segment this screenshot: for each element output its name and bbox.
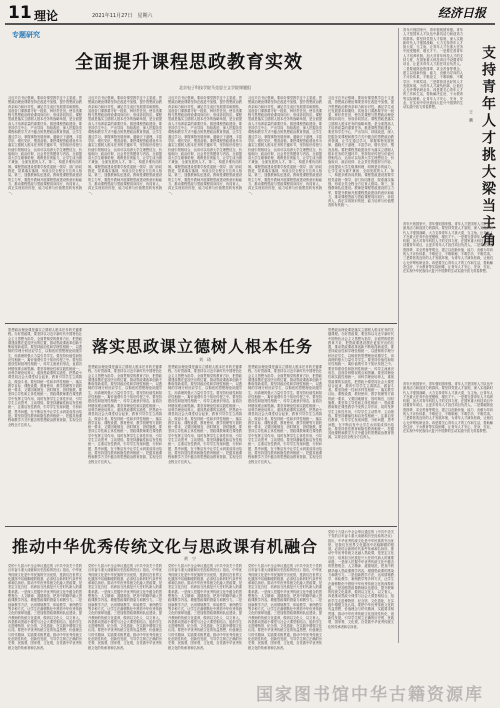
article1-author: 北京电子科技学院马克思主义学院课题组 [179,85,251,90]
article3-col-3: 党的十九届六中全会审议通过的《中共中央关于党的百年奋斗重大成就和历史经验的决议》指出，中华优秀传统文化是中华民族的突出优势，是我们在世界文化激荡中站稳脚跟的根基，必须结合新的时代条件传承和弘扬好。推动中华优秀传统文化融入思政课，是坚定文化自信、培养担当民族复兴大任时代新人的重要举措。一是深入挖掘中华优秀传统文化中蕴含的思想观念、人文精神、道德规范，把其中的精华融入思政课教学内容，增强思政课的感染力和吸引力。二是创新教学方法，运用情境教学、体验教学、案例教学等多种方式，让学生在潜移默化中感悟中华优秀传统文化的深厚底蕴。三是加强思政课教师队伍建设，提升教师的传统文化素养，做到以文化人、以文育人。四是推动思政小课堂与社会大课堂相结合，组织学生走进博物馆、纪念馆、文化遗址，在实践中增强文化认同。要把中华优秀传统文化的有益思想、价值理念与时代精神、实践要求相贯通，推动中华优秀传统文化创造性转化、创新性发展，引导学生树立正确的历史观、民族观、国家观、文化观，自觉做中华优秀传统文化的传承者和弘扬者。 [168,564,242,650]
article2-title: 落实思政课立德树人根本任务 [92,337,314,356]
section-divider [5,323,397,324]
article3-title: 推动中华优秀传统文化与思政课有机融合 [12,537,319,556]
article1-col-4: 习近平总书记强调，要用好课堂教学这个主渠道，思想政治理论课要坚持在改进中加强，提升思想政治教育亲和力和针对性，满足学生成长发展需求和期待，其他各门课都要守好一段渠、种好责任田，使各类课程与思想政治理论课同向同行，形成协同效应。课程思政是落实立德树人根本任务的战略举措，是全面提高人才培养质量的重要任务。推进课程思政建设，要坚持学生中心、产出导向、持续改进，深入挖掘各类课程和教学方式中蕴含的思想政治教育资源，让学生通过学习，掌握事物发展规律，通晓天下道理，丰富学识，增长见识，塑造品格。要把课程思政建设作为落实立德树人根本任务的关键环节，坚持知识传授与价值引领相结合，运用可以培养大学生理想信念、价值取向、政治信仰、社会责任的题材与内容，全面提高大学生缘事析理、明辨是非的能力，让学生成为德才兼备、全面发展的人才。第二，构建多维协同机制。课程思政建设需要学校党委统一领导、部门协同推进、院系落实落细，形成全员全程全方位育人格局。第三，加强教师队伍建设。教师是课程思政建设的主力军，要提升教师开展课程思政建设的意识和能力，推动课程思政与思政课程同向同行、协同育人，真正实现知识传授、能力培养与价值塑造的有机统一。 [248,96,322,195]
article1-col-3: 习近平总书记强调，要用好课堂教学这个主渠道，思想政治理论课要坚持在改进中加强，提升思想政治教育亲和力和针对性，满足学生成长发展需求和期待，其他各门课都要守好一段渠、种好责任田，使各类课程与思想政治理论课同向同行，形成协同效应。课程思政是落实立德树人根本任务的战略举措，是全面提高人才培养质量的重要任务。推进课程思政建设，要坚持学生中心、产出导向、持续改进，深入挖掘各类课程和教学方式中蕴含的思想政治教育资源，让学生通过学习，掌握事物发展规律，通晓天下道理，丰富学识，增长见识，塑造品格。要把课程思政建设作为落实立德树人根本任务的关键环节，坚持知识传授与价值引领相结合，运用可以培养大学生理想信念、价值取向、政治信仰、社会责任的题材与内容，全面提高大学生缘事析理、明辨是非的能力，让学生成为德才兼备、全面发展的人才。第二，构建多维协同机制。课程思政建设需要学校党委统一领导、部门协同推进、院系落实落细，形成全员全程全方位育人格局。第三，加强教师队伍建设。教师是课程思政建设的主力军，要提升教师开展课程思政建设的意识和能力，推动课程思政与思政课程同向同行、协同育人，真正实现知识传授、能力培养与价值塑造的有机统一。 [168,96,242,195]
header-rule [5,23,495,25]
article3-col-5: 党的十九届六中全会审议通过的《中共中央关于党的百年奋斗重大成就和历史经验的决议》指出，中华优秀传统文化是中华民族的突出优势，是我们在世界文化激荡中站稳脚跟的根基，必须结合新的时代条件传承和弘扬好。推动中华优秀传统文化融入思政课，是坚定文化自信、培养担当民族复兴大任时代新人的重要举措。一是深入挖掘中华优秀传统文化中蕴含的思想观念、人文精神、道德规范，把其中的精华融入思政课教学内容，增强思政课的感染力和吸引力。二是创新教学方法，运用情境教学、体验教学、案例教学等多种方式，让学生在潜移默化中感悟中华优秀传统文化的深厚底蕴。三是加强思政课教师队伍建设，提升教师的传统文化素养，做到以文化人、以文育人。四是推动思政小课堂与社会大课堂相结合，组织学生走进博物馆、纪念馆、文化遗址，在实践中增强文化认同。要把中华优秀传统文化的有益思想、价值理念与时代精神、实践要求相贯通，推动中华优秀传统文化创造性转化、创新性发展，引导学生树立正确的历史观、民族观、国家观、文化观，自觉做中华优秀传统文化的传承者和弘扬者。 [328,530,394,629]
article1-title: 全面提升课程思政教育实效 [75,52,303,73]
article1-col-1: 习近平总书记强调，要用好课堂教学这个主渠道，思想政治理论课要坚持在改进中加强，提升思想政治教育亲和力和针对性，满足学生成长发展需求和期待，其他各门课都要守好一段渠、种好责任田，使各类课程与思想政治理论课同向同行，形成协同效应。课程思政是落实立德树人根本任务的战略举措，是全面提高人才培养质量的重要任务。推进课程思政建设，要坚持学生中心、产出导向、持续改进，深入挖掘各类课程和教学方式中蕴含的思想政治教育资源，让学生通过学习，掌握事物发展规律，通晓天下道理，丰富学识，增长见识，塑造品格。要把课程思政建设作为落实立德树人根本任务的关键环节，坚持知识传授与价值引领相结合，运用可以培养大学生理想信念、价值取向、政治信仰、社会责任的题材与内容，全面提高大学生缘事析理、明辨是非的能力，让学生成为德才兼备、全面发展的人才。第二，构建多维协同机制。课程思政建设需要学校党委统一领导、部门协同推进、院系落实落细，形成全员全程全方位育人格局。第三，加强教师队伍建设。教师是课程思政建设的主力军，要提升教师开展课程思政建设的意识和能力，推动课程思政与思政课程同向同行、协同育人，真正实现知识传授、能力培养与价值塑造的有机统一。 [8,96,82,195]
article2-col-2: 思想政治理论课是落实立德树人根本任务的关键课程。办好思政课，要坚持以习近平新时代中国特色社会主义思想为指导，全面贯彻党的教育方针，把思政课建设摆在更加突出的位置，推动思政课改革创新不断取得新成效。要坚持政治性和学理性相统一，以透彻的学理分析回应学生，以彻底的思想理论说服学生，用真理的强大力量引导学生。要坚持价值性和知识性相统一，寓价值观引导于知识传授之中。要坚持建设性和批判性相统一，传导主流意识形态，直面各种错误观点和思潮。要坚持理论性和实践性相统一，用科学理论培养人，重视思政课的实践性，把思政小课堂同社会大课堂结合起来，教育引导学生立鸿鹄志，做奋斗者。要坚持统一性和多样性相统一，落实教学目标、课程设置、教材使用、教学管理等方面的统一要求，又要因地制宜、因时制宜、因材施教。要坚持主导性和主体性相统一，思政课教师要在课堂教学中发挥主导作用，同时发挥学生主体性作用，引导学生主动思考、主动领悟。要坚持灌输性和启发性相统一，注重启发性教育，引导学生发现问题、分析问题、思考问题，在不断启发中让学生水到渠成得出结论。要坚持显性教育和隐性教育相统一，挖掘其他课程和教学方式中蕴含的思想政治教育资源，实现全员全程全方位育人。 [88,365,162,464]
page-number: 11 [8,3,32,23]
sidebar-col-3: 青年兴则国家兴，青年强则国家强。青年人才是国家人才队伍中最具活力和创造力的群体。要坚持党管人才原则，深入实施新时代人才强国战略，大力支持青年人才挑大梁、当主角，让青年人才在重大任务中经受锻炼、增长才干。一是要完善青年人才培养机制，加大对青年科技人才的支持力度，在国家重大科技项目中设置青年项目，让更多青年人才担任项目负责人。二是要破除论资排辈、求全责备等观念，建立以创新价值、能力、贡献为导向的人才评价体系，不唯论文、不唯职称、不唯学历、不唯奖项。三是要营造良好的人才发展环境，为青年人才减负松绑，让他们心无旁骛钻研业务。四是要关心青年人才的工作和生活，帮助解决住房、子女教育等实际困难，让青年人才安心、安身、安业，在实现中华民族伟大复兴中国梦的生动实践中放飞青春梦想。 [403,382,493,434]
column-divider [398,28,399,643]
article3-col-1: 党的十九届六中全会审议通过的《中共中央关于党的百年奋斗重大成就和历史经验的决议》指出，中华优秀传统文化是中华民族的突出优势，是我们在世界文化激荡中站稳脚跟的根基，必须结合新的时代条件传承和弘扬好。推动中华优秀传统文化融入思政课，是坚定文化自信、培养担当民族复兴大任时代新人的重要举措。一是深入挖掘中华优秀传统文化中蕴含的思想观念、人文精神、道德规范，把其中的精华融入思政课教学内容，增强思政课的感染力和吸引力。二是创新教学方法，运用情境教学、体验教学、案例教学等多种方式，让学生在潜移默化中感悟中华优秀传统文化的深厚底蕴。三是加强思政课教师队伍建设，提升教师的传统文化素养，做到以文化人、以文育人。四是推动思政小课堂与社会大课堂相结合，组织学生走进博物馆、纪念馆、文化遗址，在实践中增强文化认同。要把中华优秀传统文化的有益思想、价值理念与时代精神、实践要求相贯通，推动中华优秀传统文化创造性转化、创新性发展，引导学生树立正确的历史观、民族观、国家观、文化观，自觉做中华优秀传统文化的传承者和弘扬者。 [8,564,82,650]
section-name: 理论 [34,9,59,23]
article3-col-2: 党的十九届六中全会审议通过的《中共中央关于党的百年奋斗重大成就和历史经验的决议》指出，中华优秀传统文化是中华民族的突出优势，是我们在世界文化激荡中站稳脚跟的根基，必须结合新的时代条件传承和弘扬好。推动中华优秀传统文化融入思政课，是坚定文化自信、培养担当民族复兴大任时代新人的重要举措。一是深入挖掘中华优秀传统文化中蕴含的思想观念、人文精神、道德规范，把其中的精华融入思政课教学内容，增强思政课的感染力和吸引力。二是创新教学方法，运用情境教学、体验教学、案例教学等多种方式，让学生在潜移默化中感悟中华优秀传统文化的深厚底蕴。三是加强思政课教师队伍建设，提升教师的传统文化素养，做到以文化人、以文育人。四是推动思政小课堂与社会大课堂相结合，组织学生走进博物馆、纪念馆、文化遗址，在实践中增强文化认同。要把中华优秀传统文化的有益思想、价值理念与时代精神、实践要求相贯通，推动中华优秀传统文化创造性转化、创新性发展，引导学生树立正确的历史观、民族观、国家观、文化观，自觉做中华优秀传统文化的传承者和弘扬者。 [88,564,162,650]
section-divider [5,526,397,527]
sidebar-author: 王 鹏 [469,110,474,122]
sidebar-title: 支持青年人才挑大梁当主角 [480,45,496,249]
article2-author: 刘 琦 [199,357,211,362]
article1-col-5: 习近平总书记强调，要用好课堂教学这个主渠道，思想政治理论课要坚持在改进中加强，提升思想政治教育亲和力和针对性，满足学生成长发展需求和期待，其他各门课都要守好一段渠、种好责任田，使各类课程与思想政治理论课同向同行，形成协同效应。课程思政是落实立德树人根本任务的战略举措，是全面提高人才培养质量的重要任务。推进课程思政建设，要坚持学生中心、产出导向、持续改进，深入挖掘各类课程和教学方式中蕴含的思想政治教育资源，让学生通过学习，掌握事物发展规律，通晓天下道理，丰富学识，增长见识，塑造品格。要把课程思政建设作为落实立德树人根本任务的关键环节，坚持知识传授与价值引领相结合，运用可以培养大学生理想信念、价值取向、政治信仰、社会责任的题材与内容，全面提高大学生缘事析理、明辨是非的能力，让学生成为德才兼备、全面发展的人才。第二，构建多维协同机制。课程思政建设需要学校党委统一领导、部门协同推进、院系落实落细，形成全员全程全方位育人格局。第三，加强教师队伍建设。教师是课程思政建设的主力军，要提升教师开展课程思政建设的意识和能力，推动课程思政与思政课程同向同行、协同育人，真正实现知识传授、能力培养与价值塑造的有机统一。 [328,96,394,208]
article1-col-2: 习近平总书记强调，要用好课堂教学这个主渠道，思想政治理论课要坚持在改进中加强，提升思想政治教育亲和力和针对性，满足学生成长发展需求和期待，其他各门课都要守好一段渠、种好责任田，使各类课程与思想政治理论课同向同行，形成协同效应。课程思政是落实立德树人根本任务的战略举措，是全面提高人才培养质量的重要任务。推进课程思政建设，要坚持学生中心、产出导向、持续改进，深入挖掘各类课程和教学方式中蕴含的思想政治教育资源，让学生通过学习，掌握事物发展规律，通晓天下道理，丰富学识，增长见识，塑造品格。要把课程思政建设作为落实立德树人根本任务的关键环节，坚持知识传授与价值引领相结合，运用可以培养大学生理想信念、价值取向、政治信仰、社会责任的题材与内容，全面提高大学生缘事析理、明辨是非的能力，让学生成为德才兼备、全面发展的人才。第二，构建多维协同机制。课程思政建设需要学校党委统一领导、部门协同推进、院系落实落细，形成全员全程全方位育人格局。第三，加强教师队伍建设。教师是课程思政建设的主力军，要提升教师开展课程思政建设的意识和能力，推动课程思政与思政课程同向同行、协同育人，真正实现知识传授、能力培养与价值塑造的有机统一。 [88,96,162,195]
article2-col-4: 思想政治理论课是落实立德树人根本任务的关键课程。办好思政课，要坚持以习近平新时代中国特色社会主义思想为指导，全面贯彻党的教育方针，把思政课建设摆在更加突出的位置，推动思政课改革创新不断取得新成效。要坚持政治性和学理性相统一，以透彻的学理分析回应学生，以彻底的思想理论说服学生，用真理的强大力量引导学生。要坚持价值性和知识性相统一，寓价值观引导于知识传授之中。要坚持建设性和批判性相统一，传导主流意识形态，直面各种错误观点和思潮。要坚持理论性和实践性相统一，用科学理论培养人，重视思政课的实践性，把思政小课堂同社会大课堂结合起来，教育引导学生立鸿鹄志，做奋斗者。要坚持统一性和多样性相统一，落实教学目标、课程设置、教材使用、教学管理等方面的统一要求，又要因地制宜、因时制宜、因材施教。要坚持主导性和主体性相统一，思政课教师要在课堂教学中发挥主导作用，同时发挥学生主体性作用，引导学生主动思考、主动领悟。要坚持灌输性和启发性相统一，注重启发性教育，引导学生发现问题、分析问题、思考问题，在不断启发中让学生水到渠成得出结论。要坚持显性教育和隐性教育相统一，挖掘其他课程和教学方式中蕴含的思想政治教育资源，实现全员全程全方位育人。 [248,365,322,464]
column-tag: 专题研究 [12,31,40,39]
article2-col-5: 思想政治理论课是落实立德树人根本任务的关键课程。办好思政课，要坚持以习近平新时代中国特色社会主义思想为指导，全面贯彻党的教育方针，把思政课建设摆在更加突出的位置，推动思政课改革创新不断取得新成效。要坚持政治性和学理性相统一，以透彻的学理分析回应学生，以彻底的思想理论说服学生，用真理的强大力量引导学生。要坚持价值性和知识性相统一，寓价值观引导于知识传授之中。要坚持建设性和批判性相统一，传导主流意识形态，直面各种错误观点和思潮。要坚持理论性和实践性相统一，用科学理论培养人，重视思政课的实践性，把思政小课堂同社会大课堂结合起来，教育引导学生立鸿鹄志，做奋斗者。要坚持统一性和多样性相统一，落实教学目标、课程设置、教材使用、教学管理等方面的统一要求，又要因地制宜、因时制宜、因材施教。要坚持主导性和主体性相统一，思政课教师要在课堂教学中发挥主导作用，同时发挥学生主体性作用，引导学生主动思考、主动领悟。要坚持灌输性和启发性相统一，注重启发性教育，引导学生发现问题、分析问题、思考问题，在不断启发中让学生水到渠成得出结论。要坚持显性教育和隐性教育相统一，挖掘其他课程和教学方式中蕴含的思想政治教育资源，实现全员全程全方位育人。 [328,328,394,440]
newspaper-masthead: 经济日报 [438,6,487,20]
article3-col-4: 党的十九届六中全会审议通过的《中共中央关于党的百年奋斗重大成就和历史经验的决议》指出，中华优秀传统文化是中华民族的突出优势，是我们在世界文化激荡中站稳脚跟的根基，必须结合新的时代条件传承和弘扬好。推动中华优秀传统文化融入思政课，是坚定文化自信、培养担当民族复兴大任时代新人的重要举措。一是深入挖掘中华优秀传统文化中蕴含的思想观念、人文精神、道德规范，把其中的精华融入思政课教学内容，增强思政课的感染力和吸引力。二是创新教学方法，运用情境教学、体验教学、案例教学等多种方式，让学生在潜移默化中感悟中华优秀传统文化的深厚底蕴。三是加强思政课教师队伍建设，提升教师的传统文化素养，做到以文化人、以文育人。四是推动思政小课堂与社会大课堂相结合，组织学生走进博物馆、纪念馆、文化遗址，在实践中增强文化认同。要把中华优秀传统文化的有益思想、价值理念与时代精神、实践要求相贯通，推动中华优秀传统文化创造性转化、创新性发展，引导学生树立正确的历史观、民族观、国家观、文化观，自觉做中华优秀传统文化的传承者和弘扬者。 [248,564,322,650]
library-watermark: 国家图书馆中华古籍资源库 [256,685,484,705]
issue-date: 2021年11月27日 星期六 [92,13,153,19]
article2-col-3: 思想政治理论课是落实立德树人根本任务的关键课程。办好思政课，要坚持以习近平新时代中国特色社会主义思想为指导，全面贯彻党的教育方针，把思政课建设摆在更加突出的位置，推动思政课改革创新不断取得新成效。要坚持政治性和学理性相统一，以透彻的学理分析回应学生，以彻底的思想理论说服学生，用真理的强大力量引导学生。要坚持价值性和知识性相统一，寓价值观引导于知识传授之中。要坚持建设性和批判性相统一，传导主流意识形态，直面各种错误观点和思潮。要坚持理论性和实践性相统一，用科学理论培养人，重视思政课的实践性，把思政小课堂同社会大课堂结合起来，教育引导学生立鸿鹄志，做奋斗者。要坚持统一性和多样性相统一，落实教学目标、课程设置、教材使用、教学管理等方面的统一要求，又要因地制宜、因时制宜、因材施教。要坚持主导性和主体性相统一，思政课教师要在课堂教学中发挥主导作用，同时发挥学生主体性作用，引导学生主动思考、主动领悟。要坚持灌输性和启发性相统一，注重启发性教育，引导学生发现问题、分析问题、思考问题，在不断启发中让学生水到渠成得出结论。要坚持显性教育和隐性教育相统一，挖掘其他课程和教学方式中蕴含的思想政治教育资源，实现全员全程全方位育人。 [168,365,242,464]
sidebar-col-2: 青年兴则国家兴，青年强则国家强。青年人才是国家人才队伍中最具活力和创造力的群体。要坚持党管人才原则，深入实施新时代人才强国战略，大力支持青年人才挑大梁、当主角，让青年人才在重大任务中经受锻炼、增长才干。一是要完善青年人才培养机制，加大对青年科技人才的支持力度，在国家重大科技项目中设置青年项目，让更多青年人才担任项目负责人。二是要破除论资排辈、求全责备等观念，建立以创新价值、能力、贡献为导向的人才评价体系，不唯论文、不唯职称、不唯学历、不唯奖项。三是要营造良好的人才发展环境，为青年人才减负松绑，让他们心无旁骛钻研业务。四是要关心青年人才的工作和生活，帮助解决住房、子女教育等实际困难，让青年人才安心、安身、安业，在实现中华民族伟大复兴中国梦的生动实践中放飞青春梦想。 [403,222,493,274]
article2-col-1: 思想政治理论课是落实立德树人根本任务的关键课程。办好思政课，要坚持以习近平新时代中国特色社会主义思想为指导，全面贯彻党的教育方针，把思政课建设摆在更加突出的位置，推动思政课改革创新不断取得新成效。要坚持政治性和学理性相统一，以透彻的学理分析回应学生，以彻底的思想理论说服学生，用真理的强大力量引导学生。要坚持价值性和知识性相统一，寓价值观引导于知识传授之中。要坚持建设性和批判性相统一，传导主流意识形态，直面各种错误观点和思潮。要坚持理论性和实践性相统一，用科学理论培养人，重视思政课的实践性，把思政小课堂同社会大课堂结合起来，教育引导学生立鸿鹄志，做奋斗者。要坚持统一性和多样性相统一，落实教学目标、课程设置、教材使用、教学管理等方面的统一要求，又要因地制宜、因时制宜、因材施教。要坚持主导性和主体性相统一，思政课教师要在课堂教学中发挥主导作用，同时发挥学生主体性作用，引导学生主动思考、主动领悟。要坚持灌输性和启发性相统一，注重启发性教育，引导学生发现问题、分析问题、思考问题，在不断启发中让学生水到渠成得出结论。要坚持显性教育和隐性教育相统一，挖掘其他课程和教学方式中蕴含的思想政治教育资源，实现全员全程全方位育人。 [8,328,82,427]
sidebar-col-1: 青年兴则国家兴，青年强则国家强。青年人才是国家人才队伍中最具活力和创造力的群体。要坚持党管人才原则，深入实施新时代人才强国战略，大力支持青年人才挑大梁、当主角，让青年人才在重大任务中经受锻炼、增长才干。一是要完善青年人才培养机制，加大对青年科技人才的支持力度，在国家重大科技项目中设置青年项目，让更多青年人才担任项目负责人。二是要破除论资排辈、求全责备等观念，建立以创新价值、能力、贡献为导向的人才评价体系，不唯论文、不唯职称、不唯学历、不唯奖项。三是要营造良好的人才发展环境，为青年人才减负松绑，让他们心无旁骛钻研业务。四是要关心青年人才的工作和生活，帮助解决住房、子女教育等实际困难，让青年人才安心、安身、安业，在实现中华民族伟大复兴中国梦的生动实践中放飞青春梦想。 [403,28,463,110]
article3-author: 黄 宁 [184,556,196,561]
